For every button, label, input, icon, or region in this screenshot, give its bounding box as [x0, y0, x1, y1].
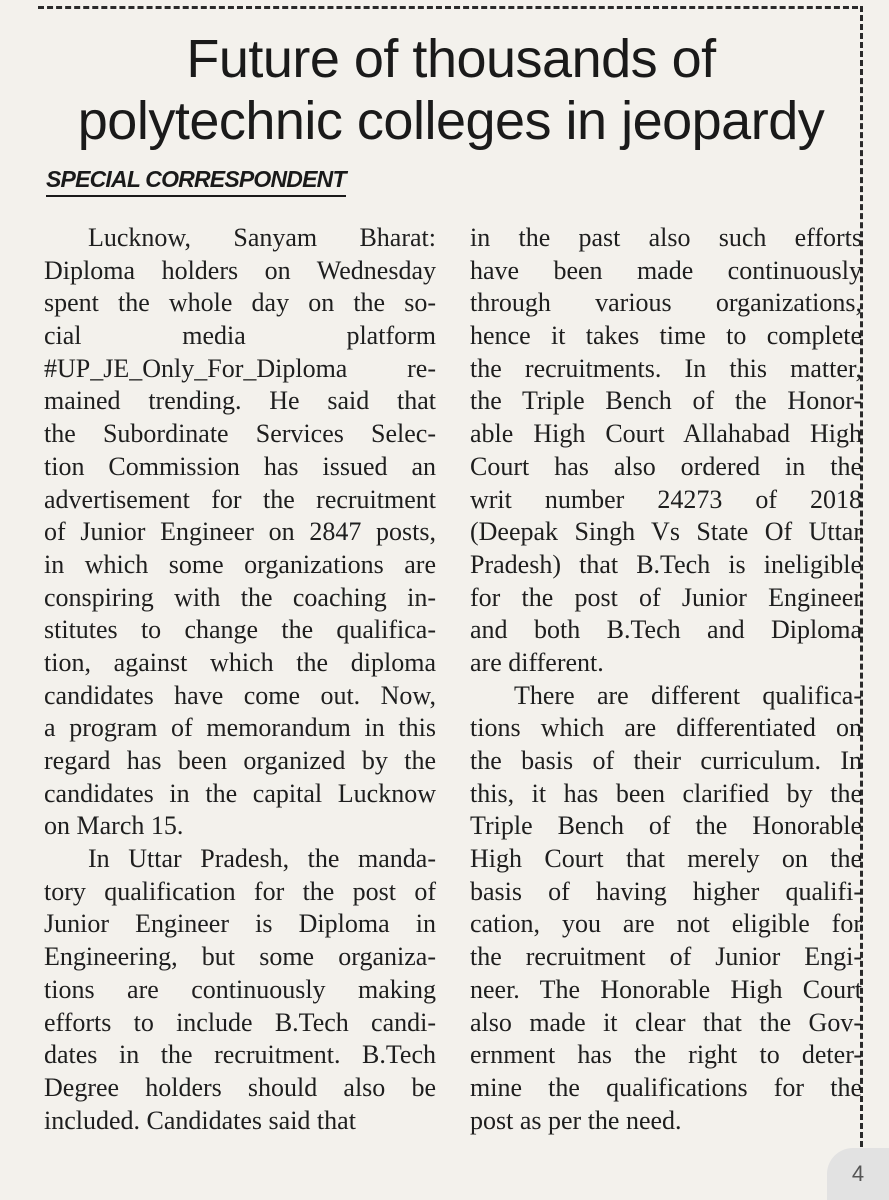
text-line: included. Candidates said that [44, 1105, 356, 1135]
text-line: (Deepak Singh Vs State Of Uttar [470, 517, 862, 547]
text-line: Lucknow, Sanyam Bharat: [88, 223, 436, 252]
text-line: candidates in the capital Lucknow [44, 778, 436, 808]
text-line: have been made continuously [470, 255, 862, 285]
text-line: tions are continuously making [44, 974, 436, 1004]
text-line: cation, you are not eligible for [470, 909, 862, 939]
text-line: tion Commission has issued an [44, 451, 436, 481]
text-line: Triple Bench of the Honorable [470, 811, 862, 841]
text-line: through various organizations, [470, 288, 862, 318]
headline-line: polytechnic colleges in jeopardy [77, 91, 825, 151]
text-line: Pradesh) that B.Tech is ineligible [470, 549, 862, 579]
text-line: spent the whole day on the so- [44, 288, 436, 318]
text-line: tions which are differentiated on [470, 713, 862, 743]
text-line: dates in the recruitment. B.Tech [44, 1040, 436, 1070]
text-line: of Junior Engineer on 2847 posts, [44, 517, 436, 547]
text-line: efforts to include B.Tech candi- [44, 1007, 436, 1037]
text-line: mine the qualifications for the [470, 1072, 862, 1102]
text-line: Junior Engineer is Diploma in [44, 909, 436, 939]
text-line: Degree holders should also be [44, 1072, 436, 1102]
text-line: ernment has the right to deter- [470, 1040, 862, 1070]
text-line: the recruitments. In this matter, [470, 353, 862, 383]
text-line: Engineering, but some organiza- [44, 942, 436, 972]
right-column [470, 222, 862, 1137]
text-line: post as per the need. [470, 1105, 682, 1135]
text-line: stitutes to change the qualifica- [44, 615, 436, 645]
text-line: conspiring with the coaching in- [44, 582, 436, 612]
text-line: and both B.Tech and Diploma [470, 615, 862, 645]
text-line: #UP_JE_Only_For_Diploma re- [44, 353, 436, 383]
byline: SPECIAL CORRESPONDENT [46, 165, 346, 197]
text-line: neer. The Honorable High Court [470, 974, 862, 1004]
text-line: candidates have come out. Now, [44, 680, 436, 710]
text-line: cial media platform [44, 321, 436, 351]
text-line: Diploma holders on Wednesday [44, 255, 436, 285]
text-line: in the past also such efforts [470, 223, 862, 252]
text-line: also made it clear that the Gov- [470, 1007, 862, 1037]
text-line: on March 15. [44, 811, 184, 841]
headline [40, 28, 862, 152]
page-number: 4 [827, 1148, 889, 1200]
text-line: tion, against which the diploma [44, 647, 436, 677]
text-line: the Subordinate Services Selec- [44, 419, 436, 449]
text-line: hence it takes time to complete [470, 321, 862, 351]
text-line: this, it has been clarified by the [470, 778, 862, 808]
text-line: the recruitment of Junior Engi- [470, 942, 862, 972]
text-line: writ number 24273 of 2018 [470, 484, 862, 514]
text-line: for the post of Junior Engineer [470, 582, 862, 612]
text-line: are different. [470, 647, 604, 677]
left-column [44, 222, 436, 1137]
text-line: advertisement for the recruitment [44, 484, 436, 514]
text-line: in which some organizations are [44, 549, 436, 579]
text-line: tory qualification for the post of [44, 876, 436, 906]
text-line: mained trending. He said that [44, 386, 436, 416]
top-dashed-border [38, 6, 858, 9]
text-line: There are different qualifica- [514, 680, 862, 710]
text-line: High Court that merely on the [470, 844, 862, 874]
text-line: a program of memorandum in this [44, 713, 436, 743]
text-line: the basis of their curriculum. In [470, 746, 862, 775]
text-line: the Triple Bench of the Honor- [470, 386, 862, 416]
text-line: In Uttar Pradesh, the manda- [88, 844, 436, 874]
text-line: Court has also ordered in the [470, 451, 862, 481]
text-line: able High Court Allahabad High [470, 419, 862, 449]
text-line: regard has been organized by the [44, 746, 436, 775]
text-line: basis of having higher qualifi- [470, 876, 862, 906]
headline-line: Future of thousands of [186, 29, 716, 89]
